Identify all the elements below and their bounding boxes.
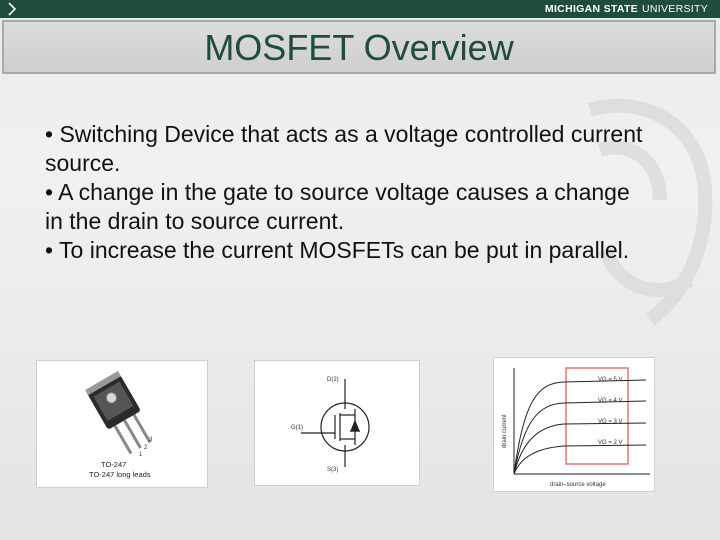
drain-label: D(2) (327, 377, 339, 383)
bullet-list (45, 120, 645, 265)
curve-label: VG = 2 V (598, 440, 623, 446)
slide-title: MOSFET Overview (204, 27, 514, 68)
gate-label: G(1) (291, 425, 303, 431)
chevron-right-icon[interactable] (4, 1, 20, 17)
bullet-item: • A change in the gate to source voltage causes a change in the drain to source current. (45, 179, 630, 234)
axes (514, 368, 650, 474)
bullet-item: • To increase the current MOSFETs can be put in parallel. (45, 237, 630, 263)
title-banner (2, 20, 716, 74)
university-name-bold: MICHIGAN STATE (544, 3, 638, 15)
mosfet-symbol-drawing (301, 379, 369, 467)
characteristic-curves (514, 380, 646, 474)
pin-label: 3 (149, 437, 153, 443)
curve-label: VG = 3 V (598, 419, 623, 425)
bullet-item: • Switching Device that acts as a voltage controlled current source. (45, 121, 643, 176)
package-figure (36, 360, 208, 488)
source-label: S(3) (327, 467, 339, 473)
pin-label: 2 (144, 445, 148, 451)
y-axis-label: drain current (502, 414, 508, 448)
pin-label: 1 (139, 452, 143, 458)
curve-label: VG = 5 V (598, 377, 623, 383)
x-axis-label: drain–source voltage (550, 482, 606, 488)
package-caption-sub: TO-247 long leads (89, 470, 151, 479)
mosfet-symbol-figure (254, 360, 420, 486)
university-bar (0, 0, 720, 18)
output-characteristics-figure (493, 357, 655, 492)
package-caption: TO-247 (101, 460, 127, 469)
curve-label: VG = 4 V (598, 398, 623, 404)
university-name-regular: UNIVERSITY (641, 3, 708, 15)
university-wordmark (545, 2, 708, 16)
